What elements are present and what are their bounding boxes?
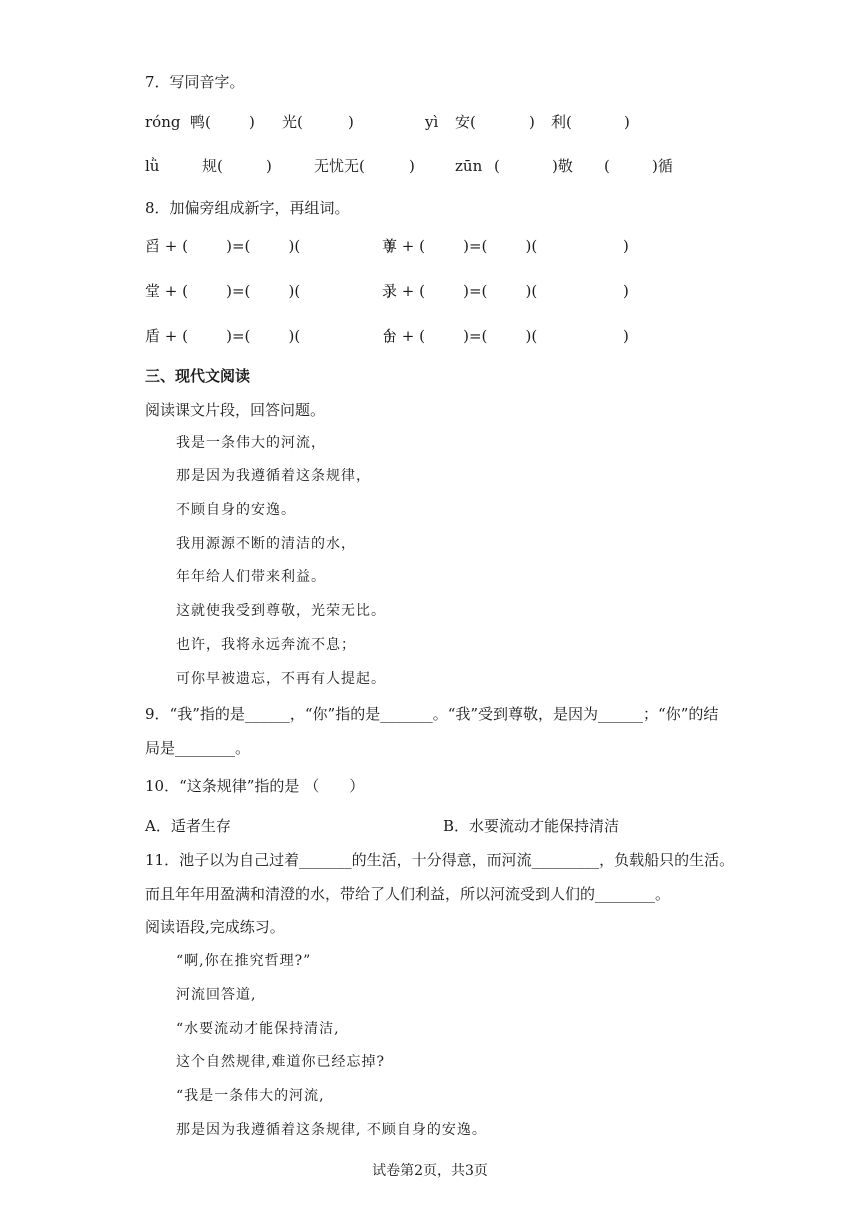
verse-line: “水要流动才能保持清洁, — [176, 1021, 340, 1037]
q8-item: 堂 + ( )=( )( ) — [145, 282, 392, 300]
blank-open: 无忧无( — [314, 157, 365, 175]
q7-title: 7．写同音字。 — [145, 73, 245, 91]
blank-close: )循 — [652, 157, 673, 175]
q8-item: 舀 + ( )=( )( ) — [145, 237, 392, 255]
section-heading: 三、现代文阅读 — [145, 367, 251, 385]
pinyin: zūn — [455, 157, 483, 175]
reading-intro: 阅读课文片段，回答问题。 — [145, 401, 326, 419]
pinyin: yì — [425, 113, 439, 131]
blank-close: ) — [409, 157, 415, 175]
option-a: A．适者生存 — [145, 817, 231, 835]
verse-line: “啊,你在推究哲理?” — [176, 953, 312, 969]
pinyin: róng — [145, 113, 181, 131]
verse-line: 我是一条伟大的河流， — [176, 435, 326, 451]
q8-item: 台 + ( )=( )( ) — [382, 327, 629, 345]
blank-close: ) — [529, 113, 535, 131]
q11-line-2: 而且年年用盈满和清澄的水，带给了人们利益，所以河流受到人们的________。 — [145, 885, 671, 903]
verse-line: 这就使我受到尊敬，光荣无比。 — [176, 603, 386, 619]
blank-close: ) — [266, 157, 272, 175]
q11-line-1: 11．池子以为自己过着_______的生活，十分得意，而河流_________，负载船只的生活。 — [145, 851, 735, 869]
option-b: B．水要流动才能保持清洁 — [443, 817, 620, 835]
blank-open: ( — [494, 157, 500, 175]
q9-line-2: 局是________。 — [145, 739, 251, 757]
pinyin: lǜ — [145, 157, 160, 175]
verse-line: 那是因为我遵循着这条规律, 不顾自身的安逸。 — [176, 1122, 487, 1138]
q8-item: 尊 + ( )=( )( ) — [382, 237, 629, 255]
blank-open: 利( — [551, 113, 572, 131]
q9-line-1: 9．“我”指的是______，“你”指的是_______。“我”受到尊敬，是因为______；“你”的结 — [145, 705, 719, 723]
blank-open: 光( — [282, 113, 303, 131]
verse-line: 河流回答道, — [176, 987, 257, 1003]
blank-open: ( — [604, 157, 610, 175]
q8-item: 录 + ( )=( )( ) — [382, 282, 629, 300]
page-footer: 试卷第2页，共3页 — [372, 1163, 488, 1179]
q10-question: 10．“这条规律”指的是 （ ） — [145, 777, 365, 795]
verse-line: 年年给人们带来利益。 — [176, 569, 326, 585]
blank-open: 鸭( — [190, 113, 211, 131]
blank-close: )敬 — [552, 157, 573, 175]
verse-line: 这个自然规律,难道你已经忘掉? — [176, 1054, 385, 1070]
q8-item: 盾 + ( )=( )( ) — [145, 327, 392, 345]
verse-line: 那是因为我遵循着这条规律， — [176, 468, 371, 484]
verse-line: 我用源源不断的清洁的水， — [176, 536, 356, 552]
verse-line: “我是一条伟大的河流, — [176, 1088, 325, 1104]
verse-line: 不顾自身的安逸。 — [176, 502, 296, 518]
blank-open: 安( — [455, 113, 476, 131]
blank-close: ) — [249, 113, 255, 131]
q8-title: 8．加偏旁组成新字，再组词。 — [145, 199, 350, 217]
blank-close: ) — [624, 113, 630, 131]
verse-line: 也许，我将永远奔流不息； — [176, 637, 356, 653]
verse-line: 可你早被遗忘，不再有人提起。 — [176, 671, 386, 687]
blank-close: ) — [348, 113, 354, 131]
blank-open: 规( — [202, 157, 223, 175]
reading-intro-2: 阅读语段,完成练习。 — [145, 918, 285, 936]
